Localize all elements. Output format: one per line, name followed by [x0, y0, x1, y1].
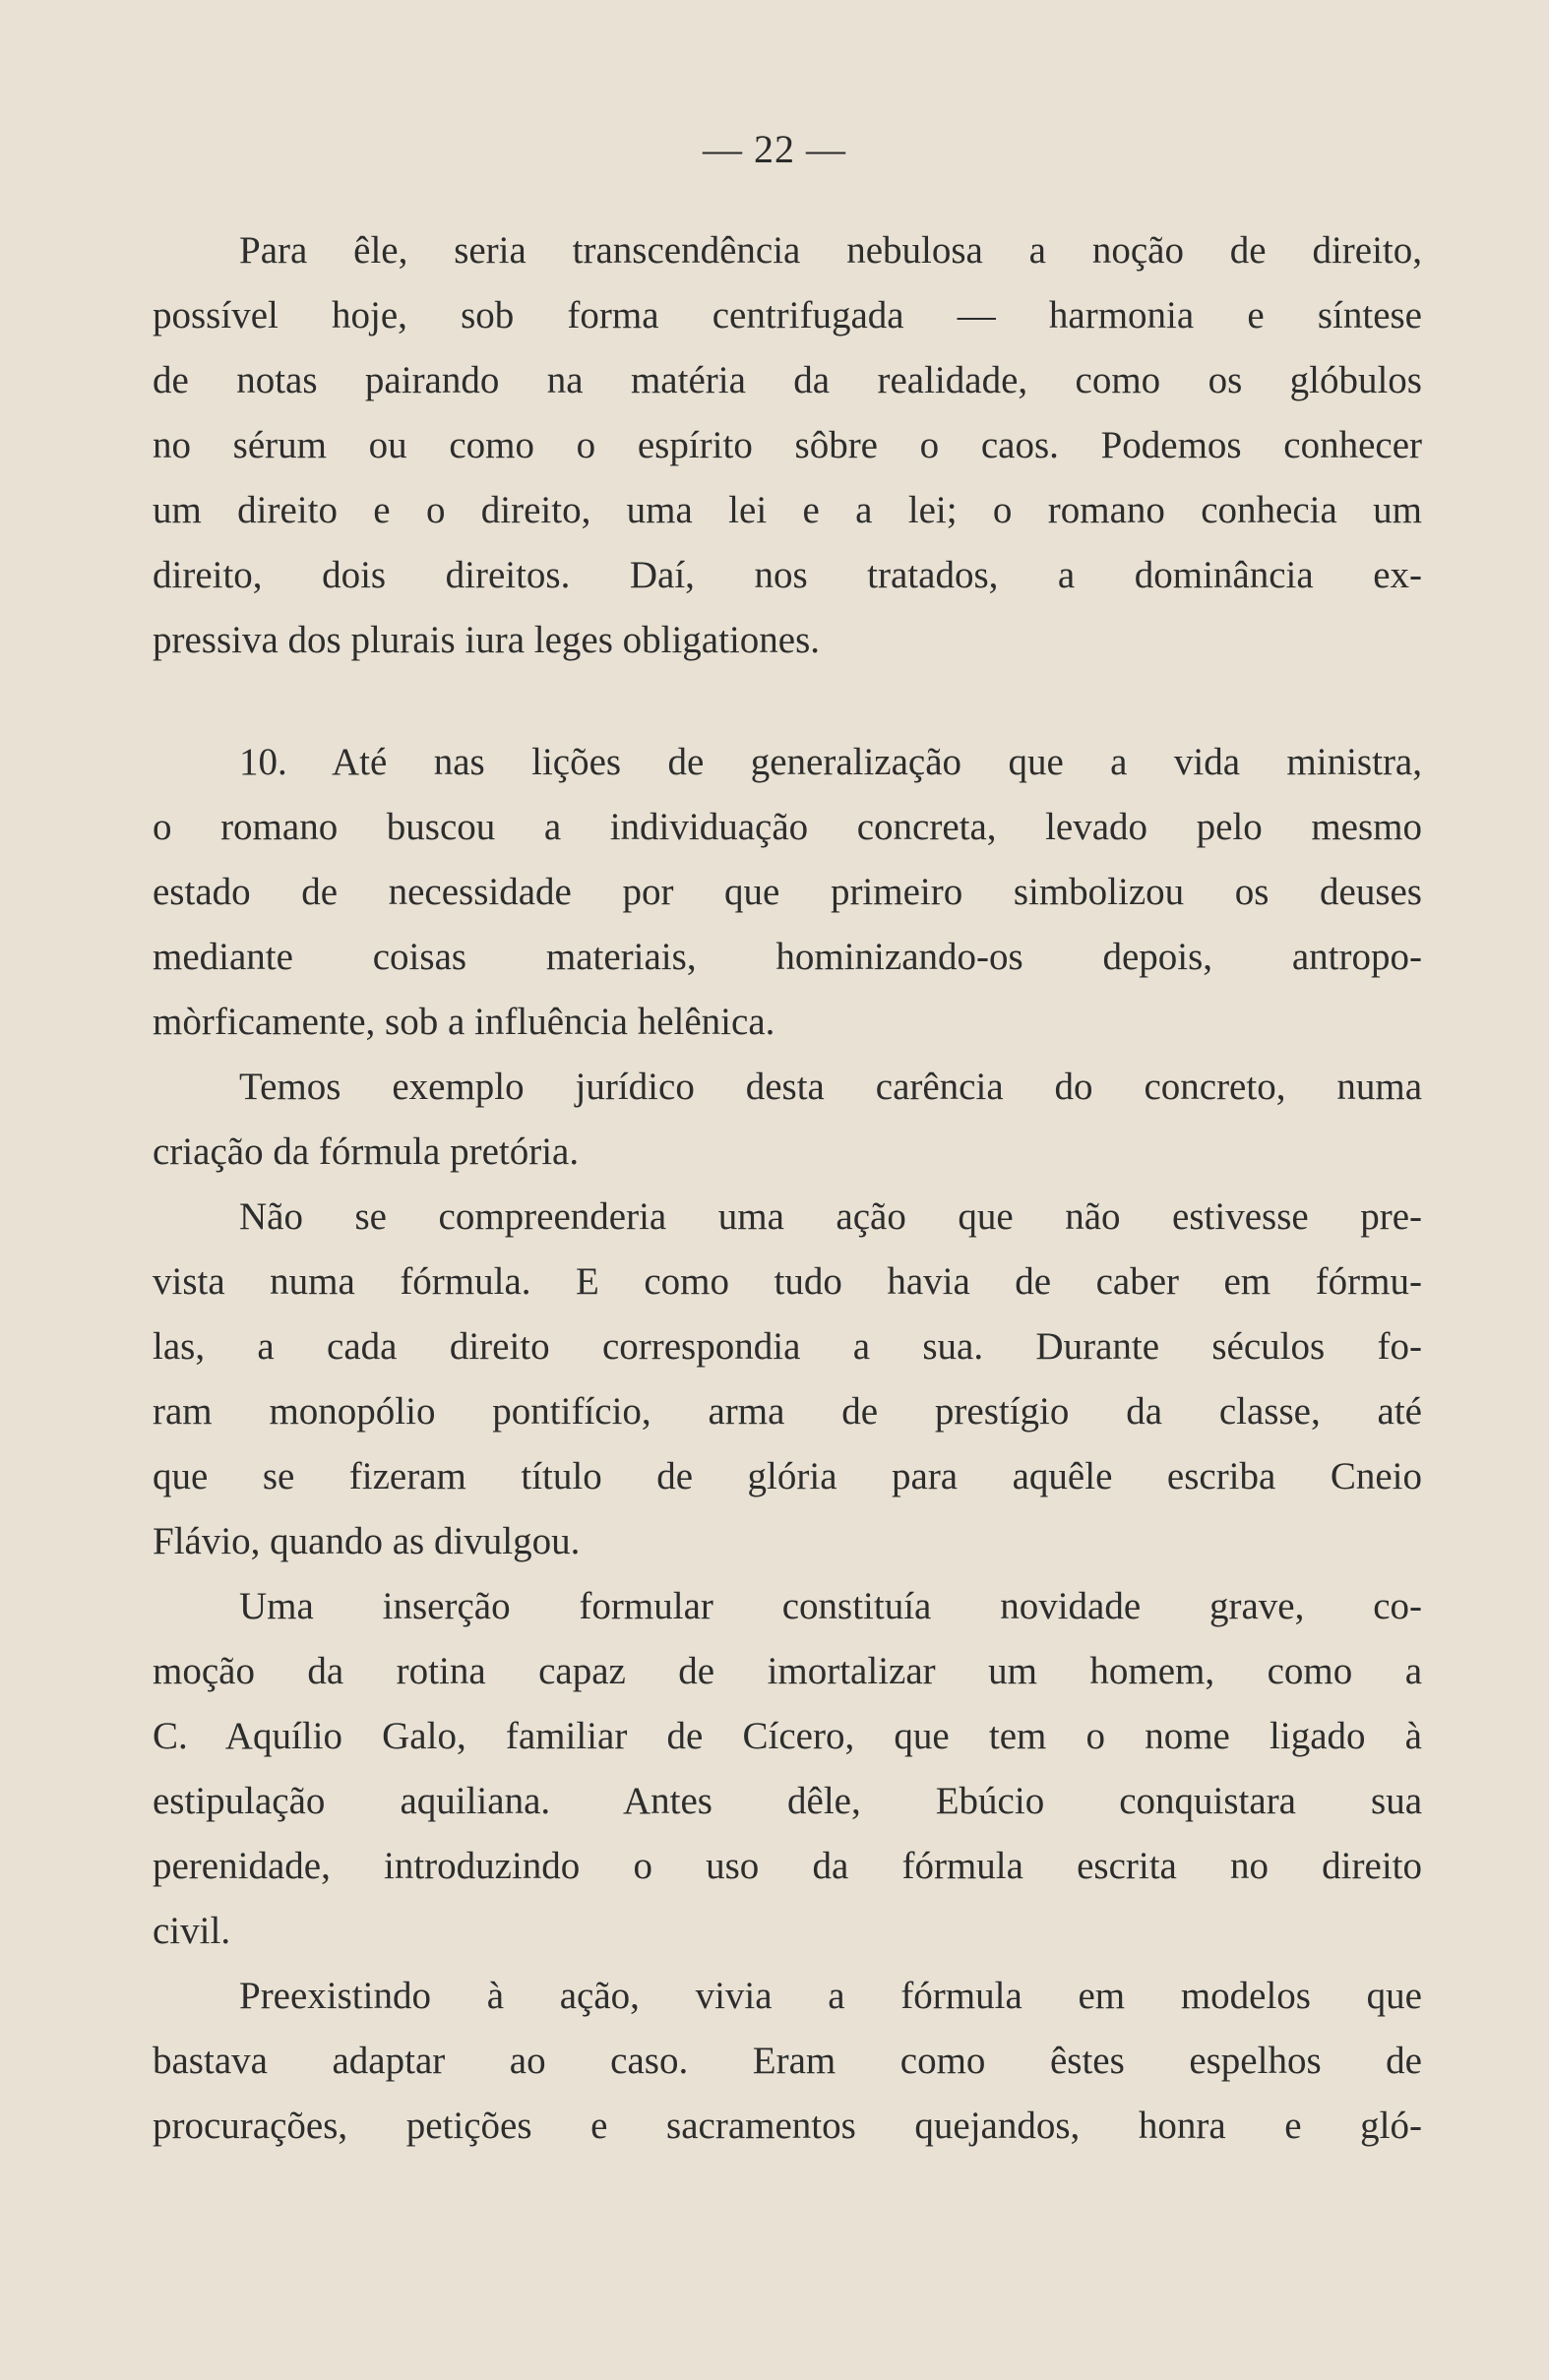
text-line: mòrficamente, sob a influência helênica. — [153, 1001, 775, 1043]
text-line: possível hoje, sob forma centrifugada — harmonia e síntese — [153, 294, 1422, 336]
text-line: Uma inserção formular constituía novidade grave, co- — [239, 1585, 1422, 1627]
body-text — [153, 218, 1422, 2159]
page-number: — 22 — — [703, 127, 846, 171]
text-line: estipulação aquiliana. Antes dêle, Ebúcio conquistara sua — [153, 1780, 1422, 1822]
text-line: moção da rotina capaz de imortalizar um homem, como a — [153, 1650, 1422, 1692]
text-line: vista numa fórmula. E como tudo havia de caber em fórmu- — [153, 1260, 1422, 1303]
text-line: ram monopólio pontifício, arma de prestígio da classe, até — [153, 1390, 1422, 1433]
text-line: criação da fórmula pretória. — [153, 1130, 580, 1173]
text-line: Não se compreenderia uma ação que não estivesse pre- — [239, 1195, 1422, 1238]
text-line: las, a cada direito correspondia a sua. Durante séculos fo- — [153, 1325, 1422, 1368]
paragraph — [153, 1574, 1422, 1964]
text-line: mediante coisas materiais, hominizando-os depois, antropo- — [153, 936, 1422, 978]
text-line: 10. Até nas lições de generalização que a vida ministra, — [239, 741, 1422, 783]
paragraph — [153, 218, 1422, 673]
text-line: direito, dois direitos. Daí, nos tratados, a dominância ex- — [153, 554, 1422, 596]
text-line: Flávio, quando as divulgou. — [153, 1520, 581, 1562]
text-line: Temos exemplo jurídico desta carência do concreto, numa — [239, 1066, 1422, 1108]
text-line: civil. — [153, 1910, 231, 1952]
paragraph — [153, 1055, 1422, 1185]
text-line: Para êle, seria transcendência nebulosa a noção de direito, — [239, 229, 1422, 272]
text-line: um direito e o direito, uma lei e a lei; o romano conhecia um — [153, 489, 1422, 531]
paragraph — [153, 1964, 1422, 2159]
paragraph — [153, 730, 1422, 1055]
text-line: procurações, petições e sacramentos quejandos, honra e gló- — [153, 2105, 1422, 2147]
text-line: no sérum ou como o espírito sôbre o caos. Podemos conhecer — [153, 424, 1422, 466]
text-line: bastava adaptar ao caso. Eram como êstes espelhos de — [153, 2040, 1422, 2082]
text-line: C. Aquílio Galo, familiar de Cícero, que tem o nome ligado à — [153, 1715, 1422, 1757]
paragraph — [153, 1185, 1422, 1574]
text-line: perenidade, introduzindo o uso da fórmula escrita no direito — [153, 1845, 1422, 1887]
text-line: pressiva dos plurais iura leges obligationes. — [153, 619, 821, 661]
text-line: estado de necessidade por que primeiro simbolizou os deuses — [153, 871, 1422, 913]
text-line: que se fizeram título de glória para aquêle escriba Cneio — [153, 1455, 1422, 1497]
text-line: Preexistindo à ação, vivia a fórmula em modelos que — [239, 1975, 1422, 2017]
text-line: de notas pairando na matéria da realidade, como os glóbulos — [153, 359, 1422, 401]
text-line: o romano buscou a individuação concreta, levado pelo mesmo — [153, 806, 1422, 848]
